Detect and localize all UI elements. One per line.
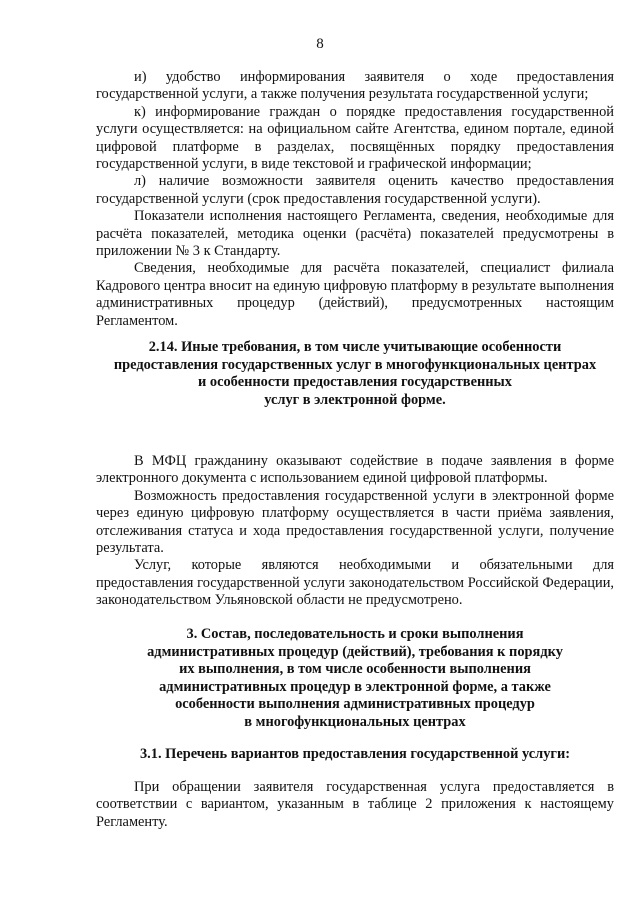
heading-line: в многофункциональных центрах [244, 713, 466, 730]
variant-paragraph: При обращении заявителя государственная услуга предоставляется в соответствии с вариантом, указанным в таблице 2 приложения к настоящему Регламенту. [96, 779, 614, 830]
electronic-form-paragraph: Возможность предоставления государственной услуги в электронной форме через единую цифровую платформу осуществляется в части приёма заявления, отслеживания статуса и хода предоставления государственной услуги, получение результата. [96, 487, 614, 557]
heading-line: административных процедур в электронной форме, а также [159, 678, 551, 695]
heading-line: и особенности предоставления государственных [198, 374, 512, 391]
item-l-paragraph: л) наличие возможности заявителя оценить качество предоставления государственной услуги (срок предоставления государственной услуги). [96, 173, 614, 207]
page-number: 8 [316, 36, 324, 52]
item-i-paragraph: и) удобство информирования заявителя о ходе предоставления государственной услуги, а также получения результата государственной услуги; [96, 69, 614, 103]
section-3-1-heading [96, 746, 614, 764]
paragraph-group-criteria [96, 69, 614, 330]
item-k-paragraph: к) информирование граждан о порядке предоставления государственной услуги осуществляется: на официальном сайте Агентства, едином портале, единой цифровой платформе в разделах, посвящённых порядку предоставления государственной услуги, в виде текстовой и графической информации; [96, 103, 614, 173]
heading-line: административных процедур (действий), требования к порядку [147, 643, 563, 660]
heading-line: особенности выполнения административных процедур [175, 696, 535, 713]
required-services-paragraph: Услуг, которые являются необходимыми и обязательными для предоставления государственной услуги законодательством Российской Федерации, законодательством Ульяновской области не предусмотрено. [96, 557, 614, 609]
heading-line: услуг в электронной форме. [264, 391, 446, 408]
mfc-paragraph: В МФЦ гражданину оказывают содействие в подаче заявления в форме электронного документа с использованием единой цифровой платформы. [96, 453, 614, 487]
section-3-1-title: 3.1. Перечень вариантов предоставления государственной услуги: [139, 746, 571, 762]
info-paragraph: Сведения, необходимые для расчёта показателей, специалист филиала Кадрового центра вносит на единую цифровую платформу в результате выполнения административных процедур (действий), предусмотренных настоящим Регламентом. [96, 260, 614, 329]
section-2-14-heading [96, 339, 614, 409]
section-3-1-body [96, 779, 614, 831]
indicators-paragraph: Показатели исполнения настоящего Регламента, сведения, необходимые для расчёта показателей, методика оценки (расчёта) показателей предусмотрены в приложении № 3 к Стандарту. [96, 208, 614, 260]
heading-line: 2.14. Иные требования, в том числе учитывающие особенности [148, 339, 562, 355]
heading-line: 3. Состав, последовательность и сроки выполнения [186, 626, 524, 642]
section-3-heading [96, 626, 614, 732]
section-2-14-body [96, 453, 614, 610]
heading-line: предоставления государственных услуг в многофункциональных центрах [113, 356, 597, 373]
heading-line: их выполнения, в том числе особенности выполнения [179, 661, 531, 678]
